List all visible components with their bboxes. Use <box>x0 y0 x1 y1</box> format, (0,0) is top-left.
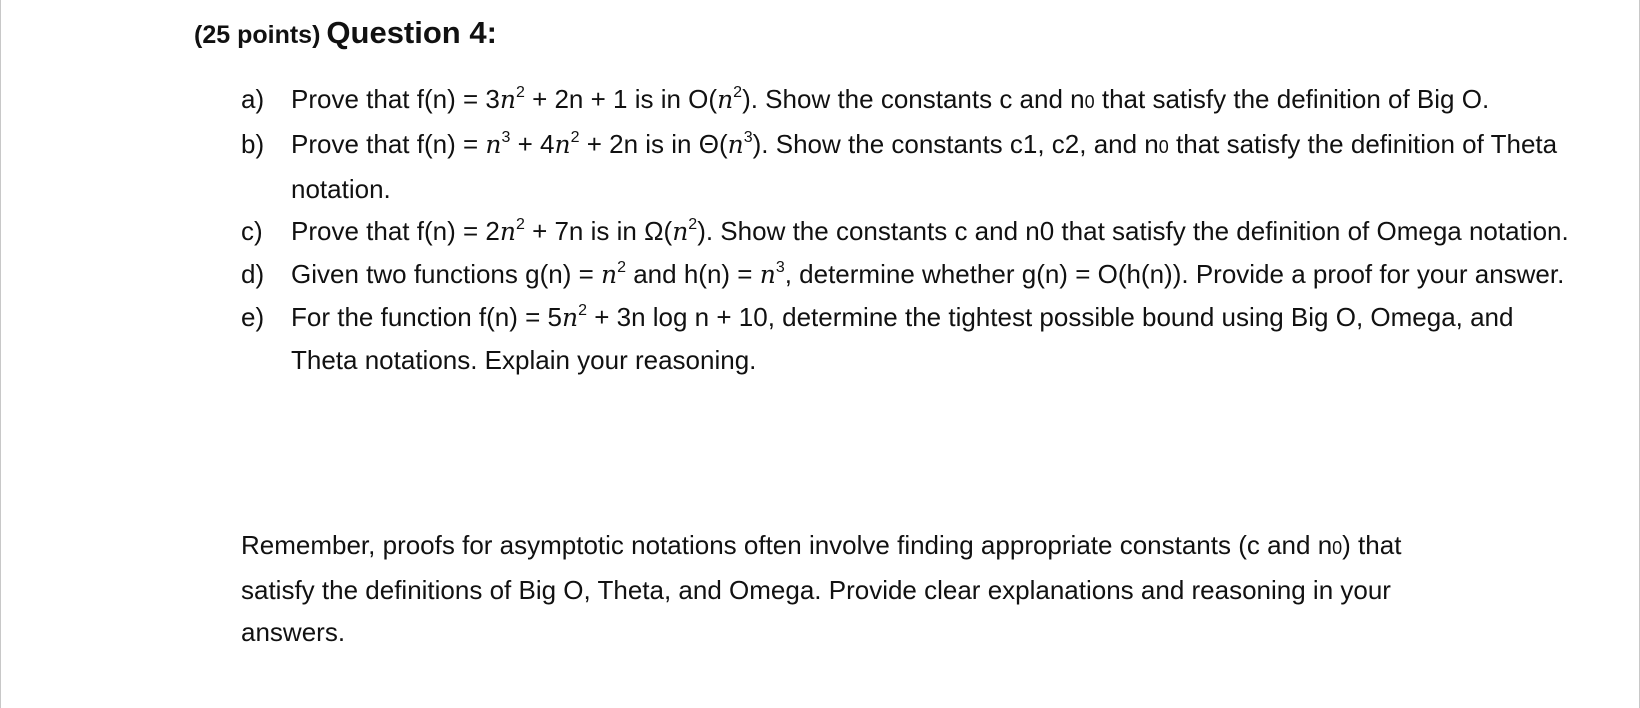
text-run: ) that satisfy the definitions of Big O, Theta, and Omega. Provide clear explanations and reasoning in your answers. <box>241 530 1402 647</box>
text-run: + 2n is in Θ( <box>579 129 728 159</box>
remember-paragraph <box>241 524 1421 653</box>
question-item <box>241 78 1571 123</box>
math-variable: n <box>561 303 579 332</box>
question-item <box>241 253 1571 296</box>
item-text <box>291 210 1571 253</box>
exponent: 3 <box>775 259 785 277</box>
math-variable: n <box>499 85 516 114</box>
math-variable: n <box>727 130 744 159</box>
math-variable: n <box>600 260 618 289</box>
subscript: 0 <box>1084 92 1095 112</box>
exponent: 3 <box>501 129 511 147</box>
math-variable: n <box>672 217 689 246</box>
item-letter: c) <box>241 216 263 246</box>
text-run: + 4 <box>510 129 555 159</box>
math-variable: n <box>554 130 571 159</box>
item-text <box>291 123 1571 210</box>
item-text <box>291 253 1571 296</box>
item-letter: e) <box>241 302 265 332</box>
exponent: 2 <box>617 259 626 277</box>
item-text <box>291 296 1571 381</box>
text-run: + 2n + 1 is in O( <box>524 84 718 114</box>
text-run: + 3n log n + 10, determine the tightest possible bound using Big O, Omega, and Theta notations. Explain your reasoning. <box>291 302 1514 375</box>
question-item <box>241 296 1571 381</box>
exponent: 2 <box>733 84 743 102</box>
question-item <box>241 210 1571 253</box>
item-letter: b) <box>241 129 265 159</box>
exponent: 2 <box>570 129 580 147</box>
text-run: Prove that f(n) = 2 <box>291 216 500 246</box>
text-run: that satisfy the definition of Big O. <box>1094 84 1490 114</box>
text-run: Given two functions g(n) = <box>291 259 601 289</box>
exponent: 2 <box>515 84 525 102</box>
exponent: 2 <box>515 216 525 234</box>
exponent: 2 <box>688 216 698 234</box>
text-run: ). Show the constants c1, c2, and n <box>752 129 1159 159</box>
text-run: Prove that f(n) = 3 <box>291 84 500 114</box>
item-letter: a) <box>241 84 265 114</box>
math-variable: n <box>485 130 502 159</box>
text-run: that satisfy the definition of Theta notation. <box>291 129 1558 204</box>
item-letter: d) <box>241 259 265 289</box>
subscript: 0 <box>1332 538 1343 558</box>
text-run: For the function f(n) = 5 <box>291 302 562 332</box>
question-title: Question 4: <box>326 15 497 50</box>
text-run: Remember, proofs for asymptotic notations often involve finding appropriate constants (c and n <box>241 530 1333 560</box>
points-label: (25 points) <box>194 21 321 49</box>
text-run: and h(n) = <box>626 259 760 289</box>
item-text <box>291 78 1571 123</box>
document-page <box>1 0 1640 708</box>
text-run: ). Show the constants c and n <box>742 84 1085 114</box>
text-run: , determine whether g(n) = O(h(n)). Provide a proof for your answer. <box>784 259 1565 289</box>
text-run: Prove that f(n) = <box>291 129 486 159</box>
math-variable: n <box>717 85 734 114</box>
exponent: 2 <box>578 302 587 320</box>
math-variable: n <box>759 260 776 289</box>
question-heading <box>194 12 497 60</box>
text-run: + 7n is in Ω( <box>524 216 673 246</box>
question-list <box>241 78 1571 381</box>
text-run: ). Show the constants c and n0 that satisfy the definition of Omega notation. <box>697 216 1569 246</box>
math-variable: n <box>499 217 516 246</box>
subscript: 0 <box>1158 137 1169 157</box>
exponent: 3 <box>743 129 753 147</box>
question-item <box>241 123 1571 210</box>
